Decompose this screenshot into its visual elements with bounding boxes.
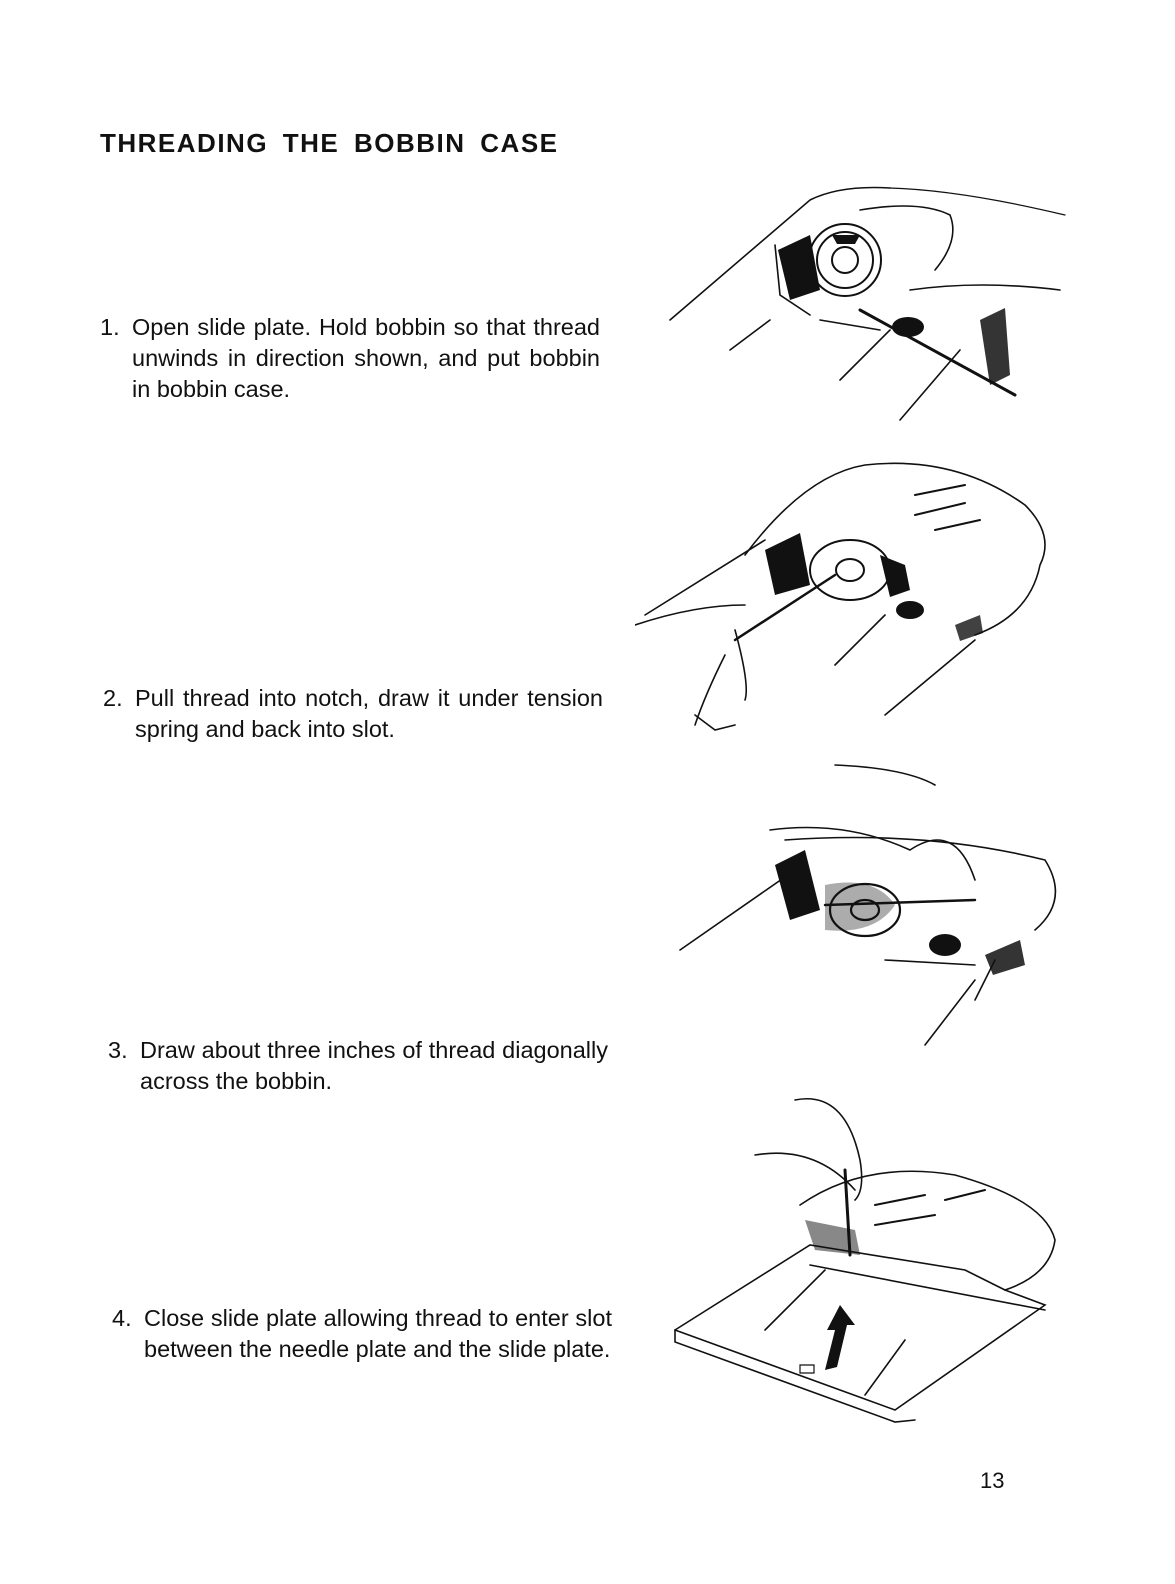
step-number: 1. — [100, 314, 120, 340]
step-text: Draw about three inches of thread diagonally across the bobbin. — [140, 1037, 608, 1094]
illustration-close-slide-plate — [665, 1080, 1085, 1440]
illustration-draw-thread — [675, 760, 1075, 1050]
page-title: THREADING THE BOBBIN CASE — [100, 128, 559, 158]
step-1 — [100, 312, 600, 405]
step-4 — [112, 1303, 612, 1365]
step-text: Open slide plate. Hold bobbin so that thread unwinds in direction shown, and put bobbin in bobbin case. — [132, 314, 600, 402]
illustration-pull-thread — [635, 455, 1065, 745]
step-text: Pull thread into notch, draw it under tension spring and back into slot. — [135, 685, 603, 742]
page-number: 13 — [980, 1468, 1005, 1493]
step-text: Close slide plate allowing thread to enter slot between the needle plate and the slide plate. — [144, 1305, 612, 1362]
step-number: 4. — [112, 1305, 132, 1331]
step-number: 2. — [103, 685, 123, 711]
step-3 — [108, 1035, 608, 1097]
step-number: 3. — [108, 1037, 128, 1063]
illustration-insert-bobbin — [660, 180, 1070, 430]
step-2 — [103, 683, 603, 745]
